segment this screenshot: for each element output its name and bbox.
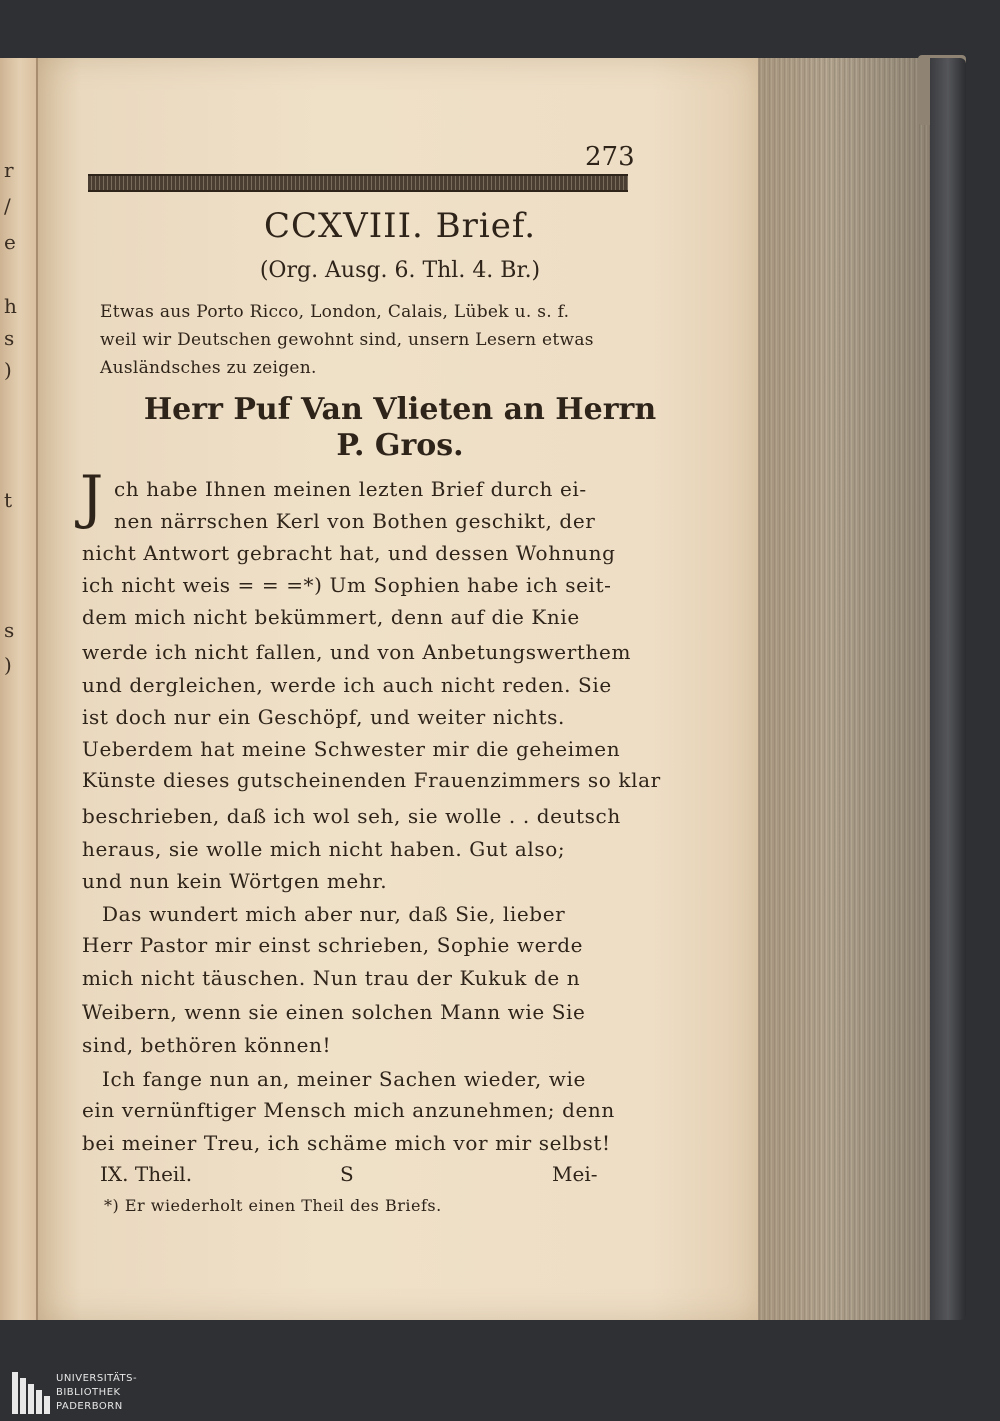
drop-cap: J	[80, 463, 104, 531]
body-line: dem mich nicht bekümmert, denn auf die Knie	[82, 605, 580, 629]
letter-title: CCXVIII. Brief.	[263, 206, 537, 246]
body-line: Das wundert mich aber nur, daß Sie, lieber	[102, 902, 566, 926]
body-line: Ueberdem hat meine Schwester mir die geheimen	[82, 737, 621, 761]
body-line: mich nicht täuschen. Nun trau der Kukuk de n	[82, 966, 581, 990]
left-page-fragment: )	[4, 653, 12, 677]
left-page-fragment: s	[4, 618, 15, 642]
note-line: Etwas aus Porto Ricco, London, Calais, Lübek u. s. f.	[100, 302, 570, 322]
library-logo-text: BIBLIOTHEK	[56, 1387, 121, 1398]
body-line: nen närrschen Kerl von Bothen geschikt, der	[114, 509, 596, 533]
body-line: sind, bethören können!	[82, 1033, 332, 1057]
body-line: beschrieben, daß ich wol seh, sie wolle . . deutsch	[82, 804, 621, 828]
left-page-fragment: )	[4, 358, 12, 382]
body-line: ch habe Ihnen meinen lezten Brief durch ei-	[114, 477, 587, 501]
body-line: und nun kein Wörtgen mehr.	[82, 869, 388, 893]
footnote: *) Er wiederholt einen Theil des Briefs.	[104, 1196, 442, 1215]
library-logo-text: UNIVERSITÄTS-	[56, 1373, 138, 1384]
body-line: nicht Antwort gebracht hat, und dessen Wohnung	[82, 541, 616, 565]
body-line: ein vernünftiger Mensch mich anzunehmen; denn	[82, 1098, 615, 1122]
left-page-fragment: s	[4, 326, 15, 350]
book-cover	[930, 58, 966, 1320]
library-logo-text: PADERBORN	[56, 1401, 123, 1412]
body-line: Weibern, wenn sie einen solchen Mann wie Sie	[82, 1000, 586, 1024]
body-line: heraus, sie wolle mich nicht haben. Gut also;	[82, 837, 566, 861]
body-line: und dergleichen, werde ich auch nicht reden. Sie	[82, 673, 612, 697]
left-page-fragment: t	[4, 488, 13, 512]
left-page-edge	[0, 58, 38, 1320]
library-logo-icon	[10, 1370, 52, 1416]
body-line: werde ich nicht fallen, und von Anbetungswerthem	[82, 640, 632, 664]
letter-heading: Herr Puf Van Vlieten an Herrn	[143, 392, 657, 427]
letter-heading: P. Gros.	[336, 428, 464, 463]
body-line: Herr Pastor mir einst schrieben, Sophie werde	[82, 933, 584, 957]
note-line: Ausländsches zu zeigen.	[100, 358, 317, 378]
volume-signature: IX. Theil.	[100, 1162, 193, 1186]
left-page-fragment: e	[4, 230, 16, 254]
body-line: ist doch nur ein Geschöpf, und weiter nichts.	[82, 705, 565, 729]
body-line: Ich fange nun an, meiner Sachen wieder, wie	[102, 1067, 586, 1091]
page-edges-shade	[758, 58, 938, 1320]
left-page-fragment: h	[4, 294, 17, 318]
ornamental-rule	[88, 174, 628, 192]
left-page-fragment: /	[4, 194, 11, 218]
left-page-fragment: r	[4, 158, 14, 182]
body-line: Künste dieses gutscheinenden Frauenzimmers so klar	[82, 768, 661, 792]
body-line: bei meiner Treu, ich schäme mich vor mir selbst!	[82, 1131, 611, 1155]
page-number: 273	[585, 142, 635, 172]
catchword: Mei-	[552, 1162, 598, 1186]
body-line: ich nicht weis = = =*) Um Sophien habe ich seit-	[82, 573, 612, 597]
printer-signature: S	[340, 1162, 354, 1186]
letter-subtitle: (Org. Ausg. 6. Thl. 4. Br.)	[259, 258, 541, 283]
note-line: weil wir Deutschen gewohnt sind, unsern Lesern etwas	[100, 330, 594, 350]
